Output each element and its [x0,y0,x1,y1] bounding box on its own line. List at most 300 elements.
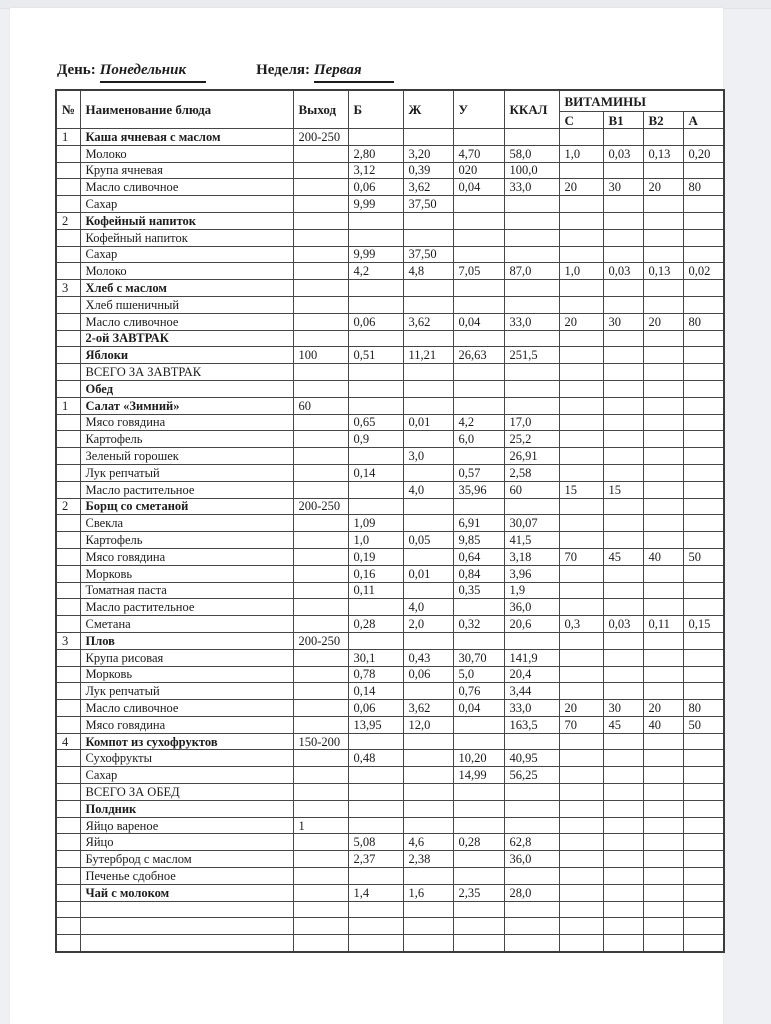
cell-num [56,683,80,700]
cell-zh: 0,05 [403,532,453,549]
cell-vit-a [683,162,724,179]
cell-vit-b1 [603,464,643,481]
cell-name: Плов [80,632,293,649]
cell-vit-b2 [643,884,683,901]
cell-kkal: 33,0 [504,313,559,330]
cell-name: Лук репчатый [80,683,293,700]
cell-vit-a [683,599,724,616]
cell-b [348,632,403,649]
cell-vit-c [559,280,603,297]
cell-name: Мясо говядина [80,716,293,733]
cell-vit-a [683,397,724,414]
cell-zh: 2,38 [403,851,453,868]
week-value: Первая [314,60,394,83]
cell-kkal [504,817,559,834]
table-row [56,481,724,498]
cell-vit-c: 20 [559,179,603,196]
table-row [56,179,724,196]
cell-vit-b1: 15 [603,481,643,498]
cell-u [453,800,504,817]
cell-vyhod [293,448,348,465]
cell-vit-b1 [603,229,643,246]
cell-num: 2 [56,212,80,229]
cell-b: 0,06 [348,313,403,330]
cell-vit-a [683,784,724,801]
cell-vit-c: 1,0 [559,263,603,280]
cell-vyhod [293,851,348,868]
cell-vyhod: 100 [293,347,348,364]
cell-vit-b2: 20 [643,700,683,717]
cell-vit-b2: 0,13 [643,263,683,280]
cell-kkal: 62,8 [504,834,559,851]
table-row [56,700,724,717]
cell-vit-b1 [603,649,643,666]
cell-vit-c: 20 [559,313,603,330]
cell-vit-b1 [603,868,643,885]
cell-zh [403,632,453,649]
cell-vyhod: 1 [293,817,348,834]
cell-vit-c [559,800,603,817]
cell-vit-b2 [643,666,683,683]
cell-vit-b2 [643,733,683,750]
cell-vit-b2 [643,347,683,364]
cell-num [56,851,80,868]
cell-vit-a [683,834,724,851]
cell-vyhod: 150-200 [293,733,348,750]
cell-zh: 12,0 [403,716,453,733]
table-row [56,599,724,616]
cell-b: 3,12 [348,162,403,179]
week-label: Неделя: [256,62,310,78]
cell-vit-c [559,448,603,465]
cell-vit-c: 70 [559,716,603,733]
cell-u: 0,84 [453,565,504,582]
cell-vit-a [683,666,724,683]
cell-vit-b1 [603,683,643,700]
col-header-zh: Ж [403,90,453,129]
col-header-num: № [56,90,80,129]
cell-b: 0,06 [348,179,403,196]
table-body [56,129,724,953]
cell-name [80,901,293,918]
cell-vit-a: 50 [683,716,724,733]
cell-kkal [504,901,559,918]
cell-kkal [504,196,559,213]
cell-b [348,481,403,498]
cell-num [56,582,80,599]
cell-kkal: 20,6 [504,616,559,633]
cell-vit-b2 [643,834,683,851]
cell-num [56,330,80,347]
cell-name: Масло сливочное [80,313,293,330]
cell-vit-a [683,431,724,448]
cell-num [56,616,80,633]
cell-vyhod [293,683,348,700]
cell-u [453,935,504,952]
cell-num [56,313,80,330]
cell-vyhod [293,868,348,885]
cell-b [348,817,403,834]
cell-b: 0,65 [348,414,403,431]
table-row [56,784,724,801]
table-row [56,532,724,549]
cell-kkal: 251,5 [504,347,559,364]
cell-vit-b2 [643,901,683,918]
cell-zh [403,498,453,515]
table-row [56,397,724,414]
cell-vit-a [683,212,724,229]
cell-vit-a [683,380,724,397]
cell-vyhod [293,246,348,263]
cell-name: Мясо говядина [80,548,293,565]
cell-vit-a: 0,20 [683,145,724,162]
cell-vit-b2 [643,565,683,582]
cell-name: Масло сливочное [80,179,293,196]
cell-b: 5,08 [348,834,403,851]
col-header-vitamin-b1: В1 [603,112,643,129]
cell-vit-a [683,196,724,213]
cell-name: Молоко [80,263,293,280]
cell-b [348,498,403,515]
cell-zh [403,548,453,565]
cell-vit-c [559,868,603,885]
cell-vit-a [683,901,724,918]
cell-vit-b2 [643,229,683,246]
cell-b [348,280,403,297]
cell-vit-a: 0,02 [683,263,724,280]
cell-b [348,733,403,750]
cell-vit-b2 [643,599,683,616]
cell-vit-b2 [643,800,683,817]
cell-u: 0,57 [453,464,504,481]
cell-name [80,935,293,952]
cell-num [56,716,80,733]
cell-vit-c [559,733,603,750]
cell-vyhod [293,196,348,213]
cell-u: 5,0 [453,666,504,683]
cell-vit-b2 [643,448,683,465]
cell-vit-b1 [603,196,643,213]
cell-vit-b2: 20 [643,179,683,196]
cell-name: Яйцо вареное [80,817,293,834]
cell-vyhod [293,750,348,767]
cell-vit-a [683,498,724,515]
cell-num [56,767,80,784]
cell-kkal [504,918,559,935]
table-row [56,884,724,901]
cell-num: 1 [56,397,80,414]
cell-vit-b2 [643,380,683,397]
cell-name: Сахар [80,246,293,263]
cell-vit-a [683,649,724,666]
cell-vit-b2 [643,532,683,549]
cell-b [348,784,403,801]
cell-vit-b1 [603,599,643,616]
cell-u: 020 [453,162,504,179]
cell-vit-b2: 40 [643,716,683,733]
cell-vit-c [559,649,603,666]
cell-vyhod [293,263,348,280]
cell-b [348,901,403,918]
cell-vit-b1: 0,03 [603,616,643,633]
col-header-vitamin-b2: В2 [643,112,683,129]
cell-vit-a [683,632,724,649]
cell-name: 2-ой ЗАВТРАК [80,330,293,347]
cell-num [56,918,80,935]
cell-u: 6,91 [453,515,504,532]
cell-vyhod [293,716,348,733]
cell-vit-b2 [643,414,683,431]
cell-zh [403,229,453,246]
cell-kkal [504,129,559,146]
cell-vit-b1 [603,296,643,313]
cell-vit-c: 0,3 [559,616,603,633]
cell-u: 0,04 [453,313,504,330]
cell-b [348,800,403,817]
cell-vit-b1 [603,498,643,515]
cell-name: Кофейный напиток [80,229,293,246]
cell-vyhod [293,229,348,246]
cell-vit-c [559,364,603,381]
cell-kkal [504,280,559,297]
cell-vit-b1 [603,515,643,532]
cell-kkal: 56,25 [504,767,559,784]
cell-vit-a [683,884,724,901]
cell-num [56,649,80,666]
cell-name: Масло растительное [80,481,293,498]
col-header-u: У [453,90,504,129]
cell-u [453,868,504,885]
cell-vyhod: 200-250 [293,498,348,515]
table-row [56,347,724,364]
cell-vit-c [559,817,603,834]
cell-u: 9,85 [453,532,504,549]
cell-vyhod [293,414,348,431]
col-header-b: Б [348,90,403,129]
cell-vit-b1 [603,162,643,179]
cell-vit-a [683,464,724,481]
cell-zh [403,868,453,885]
cell-name: Масло растительное [80,599,293,616]
cell-vit-c [559,935,603,952]
cell-zh: 4,8 [403,263,453,280]
cell-vit-b1 [603,246,643,263]
cell-kkal: 17,0 [504,414,559,431]
cell-zh [403,364,453,381]
cell-kkal: 20,4 [504,666,559,683]
cell-b: 0,28 [348,616,403,633]
cell-zh [403,129,453,146]
cell-vit-b1 [603,212,643,229]
table-row [56,515,724,532]
cell-num [56,750,80,767]
table-row [56,851,724,868]
cell-kkal [504,296,559,313]
table-row [56,548,724,565]
cell-u: 0,04 [453,179,504,196]
col-header-vitamin-a: А [683,112,724,129]
cell-name: Каша ячневая с маслом [80,129,293,146]
cell-num [56,565,80,582]
cell-vit-c [559,464,603,481]
cell-vit-b2 [643,582,683,599]
col-header-vitamins: ВИТАМИНЫ [559,90,724,112]
cell-vit-b1 [603,347,643,364]
cell-name: Компот из сухофруктов [80,733,293,750]
cell-b: 0,19 [348,548,403,565]
cell-kkal [504,212,559,229]
table-row [56,380,724,397]
cell-num [56,246,80,263]
cell-vyhod [293,565,348,582]
cell-vit-c: 20 [559,700,603,717]
table-row [56,868,724,885]
cell-b: 13,95 [348,716,403,733]
cell-vit-a: 80 [683,313,724,330]
table-row [56,616,724,633]
cell-kkal: 3,18 [504,548,559,565]
cell-num: 2 [56,498,80,515]
cell-b: 1,09 [348,515,403,532]
cell-name: Яйцо [80,834,293,851]
cell-b [348,868,403,885]
cell-name: Полдник [80,800,293,817]
cell-vit-b1 [603,397,643,414]
cell-vit-b2 [643,817,683,834]
cell-vit-b1 [603,532,643,549]
cell-u [453,296,504,313]
cell-num [56,464,80,481]
cell-b: 0,14 [348,464,403,481]
cell-u [453,129,504,146]
cell-b [348,330,403,347]
table-row [56,246,724,263]
cell-kkal [504,733,559,750]
cell-vit-b1 [603,582,643,599]
cell-u: 26,63 [453,347,504,364]
cell-vit-c [559,599,603,616]
cell-kkal [504,380,559,397]
cell-vyhod [293,616,348,633]
cell-vyhod [293,515,348,532]
cell-zh: 3,20 [403,145,453,162]
cell-b [348,397,403,414]
cell-vit-a [683,448,724,465]
cell-kkal: 25,2 [504,431,559,448]
cell-vit-b2 [643,212,683,229]
table-row [56,196,724,213]
cell-num: 4 [56,733,80,750]
cell-vit-a [683,683,724,700]
cell-b: 0,9 [348,431,403,448]
cell-vit-c [559,397,603,414]
cell-vit-b1: 30 [603,179,643,196]
table-row [56,330,724,347]
cell-zh [403,767,453,784]
cell-u: 4,2 [453,414,504,431]
cell-vit-c [559,632,603,649]
cell-kkal: 40,95 [504,750,559,767]
cell-vit-b1 [603,632,643,649]
cell-vit-b2 [643,464,683,481]
cell-kkal [504,632,559,649]
day-label: День: [57,62,96,78]
cell-kkal [504,330,559,347]
table-row [56,716,724,733]
cell-vit-b1: 30 [603,313,643,330]
table-row [56,666,724,683]
cell-u [453,716,504,733]
table-row [56,212,724,229]
cell-vit-b1 [603,834,643,851]
cell-name: Томатная паста [80,582,293,599]
cell-vit-b1 [603,851,643,868]
cell-b: 4,2 [348,263,403,280]
cell-vit-c [559,515,603,532]
cell-vit-a: 0,15 [683,616,724,633]
table-row [56,834,724,851]
cell-zh [403,380,453,397]
cell-vit-c [559,918,603,935]
cell-name: Борщ со сметаной [80,498,293,515]
cell-b: 0,48 [348,750,403,767]
cell-num [56,380,80,397]
table-row [56,750,724,767]
cell-vit-b2 [643,162,683,179]
cell-zh: 3,62 [403,700,453,717]
cell-vit-c [559,498,603,515]
cell-vit-b1 [603,733,643,750]
cell-name: Печенье сдобное [80,868,293,885]
cell-b [348,935,403,952]
cell-name: Мясо говядина [80,414,293,431]
table-row [56,582,724,599]
cell-vyhod [293,884,348,901]
cell-b [348,380,403,397]
cell-vit-b2 [643,918,683,935]
cell-u: 14,99 [453,767,504,784]
table-row [56,145,724,162]
cell-kkal: 3,44 [504,683,559,700]
table-row [56,448,724,465]
cell-vit-a [683,532,724,549]
cell-vit-b2 [643,750,683,767]
cell-vit-a [683,280,724,297]
cell-vyhod [293,649,348,666]
cell-vit-a [683,582,724,599]
cell-vit-c [559,246,603,263]
cell-u: 35,96 [453,481,504,498]
cell-u: 7,05 [453,263,504,280]
cell-b [348,918,403,935]
cell-u [453,229,504,246]
cell-vit-b2 [643,431,683,448]
cell-vit-c [559,380,603,397]
cell-vyhod [293,296,348,313]
cell-vit-c [559,347,603,364]
cell-vit-a [683,515,724,532]
cell-vit-c [559,330,603,347]
cell-name: ВСЕГО ЗА ОБЕД [80,784,293,801]
cell-vit-b2 [643,481,683,498]
cell-zh: 0,39 [403,162,453,179]
cell-vit-b2 [643,515,683,532]
cell-vyhod [293,162,348,179]
cell-u [453,599,504,616]
cell-vit-a [683,330,724,347]
cell-kkal: 30,07 [504,515,559,532]
cell-num [56,700,80,717]
